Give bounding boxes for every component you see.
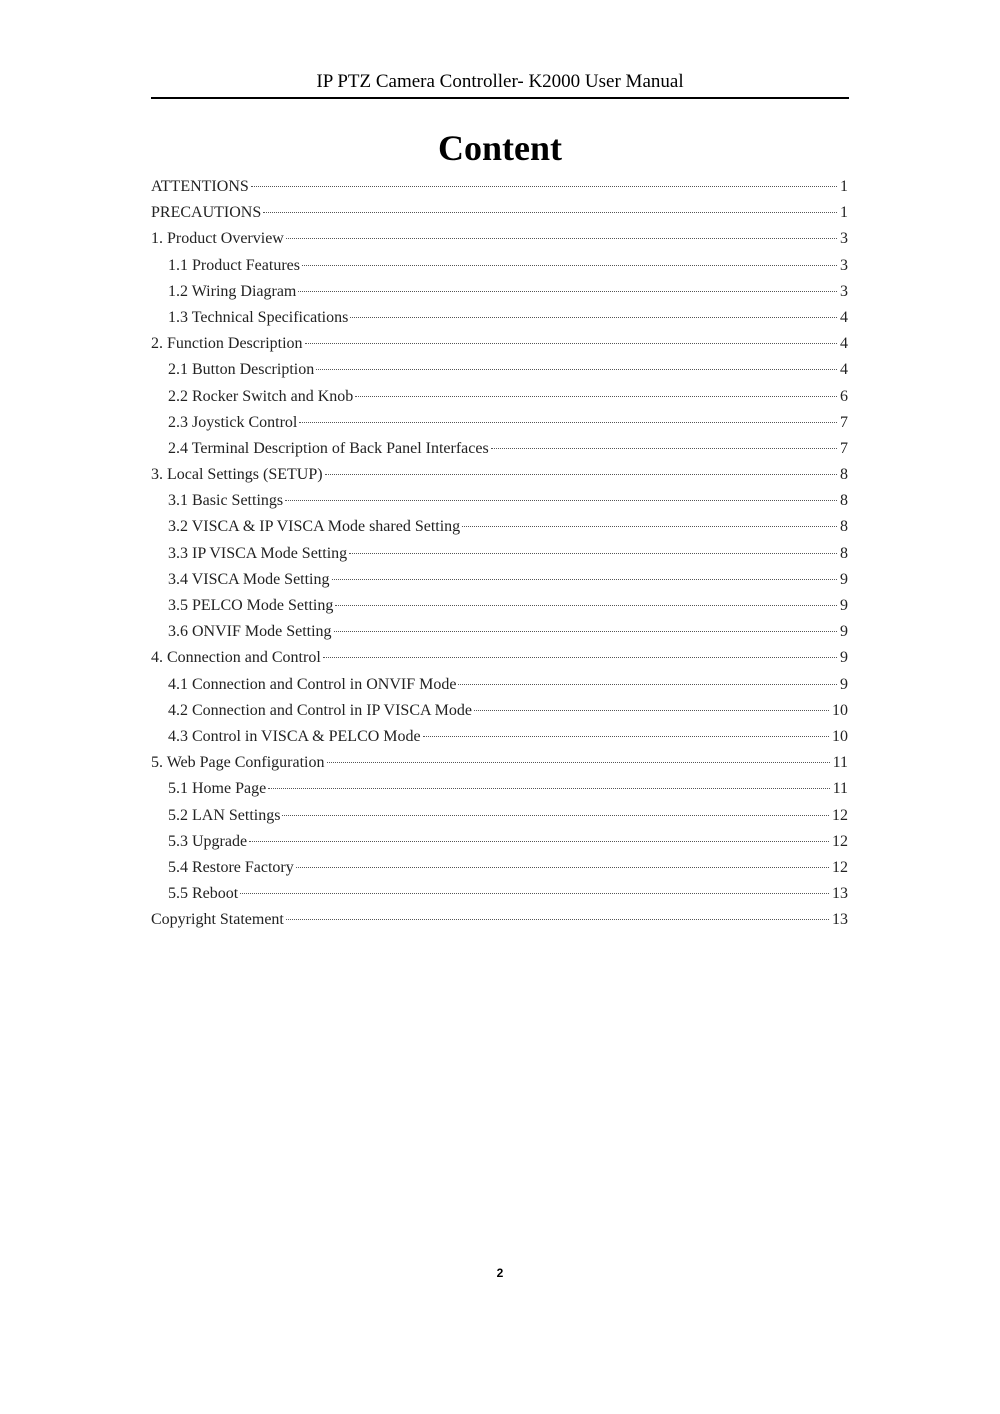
page-number: 2: [496, 1266, 504, 1280]
toc-dot-leader: [334, 631, 837, 632]
toc-dot-leader: [323, 657, 837, 658]
toc-entry-label: 4.2 Connection and Control in IP VISCA Mode: [168, 701, 472, 719]
toc-dot-leader: [249, 841, 829, 842]
toc-entry-label: 3. Local Settings (SETUP): [151, 466, 323, 484]
toc-entry-page: 13: [832, 885, 848, 903]
toc-entry[interactable]: [151, 542, 848, 568]
toc-entry-page: 4: [840, 335, 848, 353]
toc-entry-page: 12: [832, 858, 848, 876]
toc-entry-page: 3: [840, 256, 848, 274]
toc-dot-leader: [332, 579, 838, 580]
toc-entry[interactable]: [151, 463, 848, 489]
toc-dot-leader: [282, 815, 829, 816]
page-header-title: IP PTZ Camera Controller- K2000 User Manual: [316, 71, 684, 92]
toc-dot-leader: [268, 788, 829, 789]
toc-entry-page: 8: [840, 518, 848, 536]
toc-entry[interactable]: [151, 254, 848, 280]
toc-dot-leader: [240, 893, 829, 894]
toc-dot-leader: [305, 343, 837, 344]
toc-entry-page: 11: [832, 754, 848, 772]
toc-entry-label: 2. Function Description: [151, 335, 303, 353]
toc-entry-page: 7: [840, 413, 848, 431]
toc-entry[interactable]: [151, 699, 848, 725]
toc-entry-page: 13: [832, 911, 848, 929]
toc-entry-page: 9: [840, 570, 848, 588]
toc-entry-page: 1: [840, 178, 848, 195]
toc-entry-label: 3.2 VISCA & IP VISCA Mode shared Setting: [168, 518, 461, 536]
toc-entry-label: Copyright Statement: [151, 911, 284, 929]
toc-entry[interactable]: [151, 751, 848, 777]
toc-entry[interactable]: [151, 175, 848, 201]
toc-title: Content: [438, 128, 562, 168]
toc-entry[interactable]: [151, 515, 848, 541]
toc-dot-leader: [423, 736, 829, 737]
toc-entry-page: 4: [840, 308, 848, 326]
toc-entry-label: 4.1 Connection and Control in ONVIF Mode: [168, 675, 457, 693]
toc-entry-label: PRECAUTIONS: [151, 204, 262, 222]
toc-entry[interactable]: [151, 280, 848, 306]
toc-entry[interactable]: [151, 332, 848, 358]
toc-entry[interactable]: [151, 306, 848, 332]
toc-entry[interactable]: [151, 201, 848, 227]
toc-dot-leader: [286, 919, 829, 920]
toc-entry-label: 2.1 Button Description: [168, 361, 315, 379]
toc-entry-label: 1. Product Overview: [151, 230, 284, 248]
toc-dot-leader: [327, 762, 830, 763]
toc-entry-page: 4: [840, 361, 848, 379]
toc-dot-leader: [298, 291, 837, 292]
toc-entry[interactable]: [151, 411, 848, 437]
toc-dot-leader: [286, 238, 837, 239]
toc-entry-label: 3.3 IP VISCA Mode Setting: [168, 544, 348, 562]
toc-entry-label: 5. Web Page Configuration: [151, 754, 325, 772]
toc-entry[interactable]: [151, 856, 848, 882]
toc-entry-label: 1.1 Product Features: [168, 256, 300, 274]
toc-entry-label: 2.4 Terminal Description of Back Panel Interfaces: [168, 439, 489, 457]
toc-entry-label: 1.3 Technical Specifications: [168, 308, 349, 326]
toc-entry-label: 3.4 VISCA Mode Setting: [168, 570, 330, 588]
toc-entry-page: 7: [840, 439, 848, 457]
toc-entry-label: 5.2 LAN Settings: [168, 806, 281, 824]
toc-entry-page: 10: [832, 701, 848, 719]
toc-entry-page: 9: [840, 675, 848, 693]
toc-entry[interactable]: [151, 594, 848, 620]
toc-entry[interactable]: [151, 385, 848, 411]
toc-entry-label: ATTENTIONS: [151, 178, 249, 195]
toc-entry-label: 4.3 Control in VISCA & PELCO Mode: [168, 727, 421, 745]
toc-entry-label: 3.5 PELCO Mode Setting: [168, 597, 334, 614]
toc-entry-page: 10: [832, 727, 848, 745]
header-rule: [151, 97, 849, 99]
toc-entry-label: 5.4 Restore Factory: [168, 858, 294, 876]
toc-dot-leader: [316, 369, 837, 370]
toc-dot-leader: [458, 684, 837, 685]
toc-entry-label: 3.1 Basic Settings: [168, 492, 284, 510]
toc-entry-label: 5.3 Upgrade: [168, 832, 248, 850]
toc-entry[interactable]: [151, 777, 848, 803]
toc-entry-label: 2.3 Joystick Control: [168, 413, 298, 431]
toc-entry-label: 5.1 Home Page: [168, 780, 267, 798]
toc-dot-leader: [325, 474, 837, 475]
toc-dot-leader: [474, 710, 829, 711]
toc-entry[interactable]: [151, 489, 848, 515]
toc-entry-page: 8: [840, 466, 848, 484]
toc-list: [151, 175, 848, 934]
toc-entry-page: 11: [832, 780, 848, 798]
toc-entry-page: 3: [840, 230, 848, 248]
toc-dot-leader: [299, 422, 837, 423]
toc-entry-page: 8: [840, 492, 848, 510]
toc-entry-page: 3: [840, 282, 848, 300]
toc-entry[interactable]: [151, 646, 848, 672]
toc-entry-page: 9: [840, 623, 848, 641]
toc-entry[interactable]: [151, 620, 848, 646]
toc-dot-leader: [285, 500, 837, 501]
toc-dot-leader: [462, 526, 837, 527]
toc-entry-label: 3.6 ONVIF Mode Setting: [168, 623, 332, 641]
toc-entry-page: 6: [840, 387, 848, 405]
toc-entry[interactable]: [151, 227, 848, 253]
toc-dot-leader: [355, 396, 837, 397]
toc-dot-leader: [263, 212, 837, 213]
toc-entry-page: 9: [840, 597, 848, 614]
toc-entry-page: 12: [832, 832, 848, 850]
toc-entry-label: 4. Connection and Control: [151, 649, 321, 667]
toc-entry[interactable]: [151, 725, 848, 751]
toc-dot-leader: [491, 448, 837, 449]
toc-entry-page: 9: [840, 649, 848, 667]
toc-dot-leader: [335, 605, 837, 606]
toc-entry-label: 5.5 Reboot: [168, 885, 239, 903]
toc-entry-label: 2.2 Rocker Switch and Knob: [168, 387, 354, 405]
toc-entry-page: 8: [840, 544, 848, 562]
toc-entry[interactable]: [151, 568, 848, 594]
toc-entry-page: 12: [832, 806, 848, 824]
toc-entry[interactable]: [151, 830, 848, 856]
toc-entry[interactable]: [151, 882, 848, 908]
toc-entry[interactable]: [151, 673, 848, 699]
toc-entry-page: 1: [840, 204, 848, 222]
toc-entry[interactable]: [151, 908, 848, 934]
toc-dot-leader: [302, 265, 837, 266]
toc-dot-leader: [350, 317, 837, 318]
toc-dot-leader: [251, 186, 837, 187]
toc-dot-leader: [349, 553, 837, 554]
toc-dot-leader: [296, 867, 829, 868]
toc-entry[interactable]: [151, 804, 848, 830]
toc-entry[interactable]: [151, 358, 848, 384]
toc-entry[interactable]: [151, 437, 848, 463]
toc-entry-label: 1.2 Wiring Diagram: [168, 282, 297, 300]
